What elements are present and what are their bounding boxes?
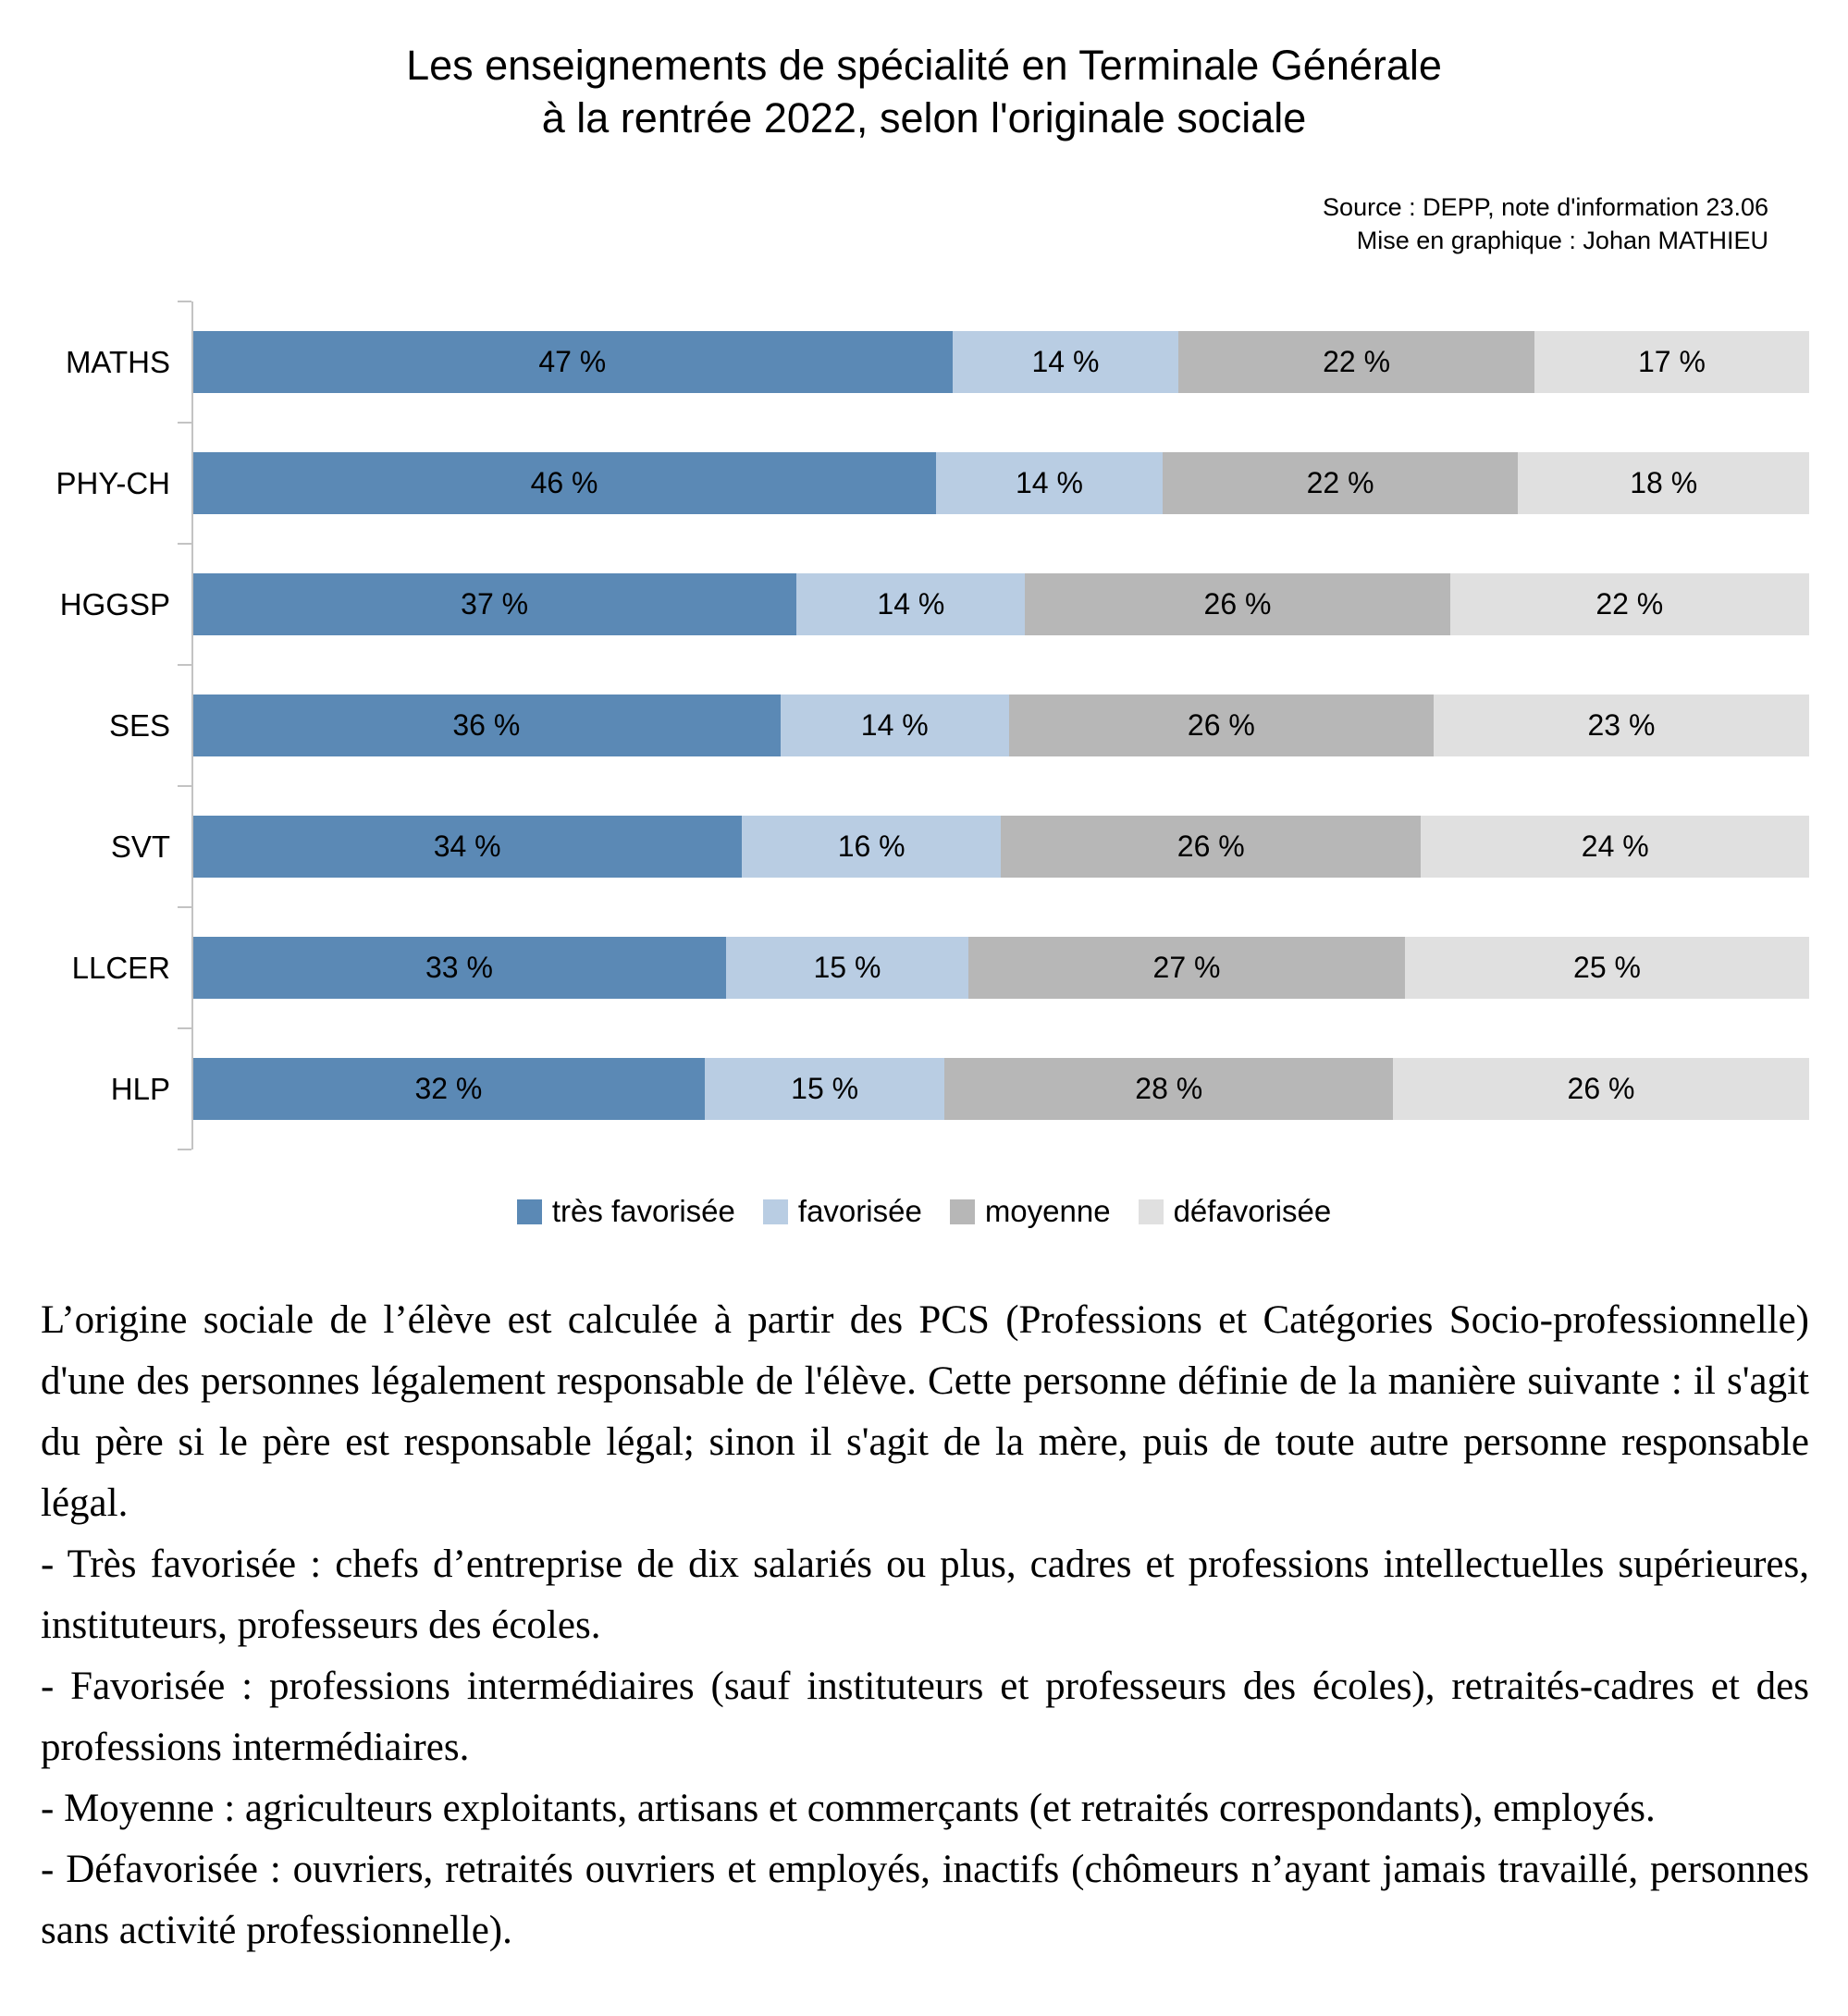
axis-tick [178,422,191,424]
bar-segment-defavorisee [1405,937,1809,999]
bar-segment-moyenne [1178,331,1534,393]
value-label: 16 % [837,830,906,863]
bar-segment-defavorisee [1421,816,1809,878]
axis-tick [178,785,191,787]
bar-row [0,786,1809,907]
bar-row [0,665,1809,786]
value-label: 17 % [1637,345,1706,378]
bar-segment-favorisee [936,452,1163,514]
category-label: HGGSP [59,586,170,621]
credit-line: Mise en graphique : Johan MATHIEU [1356,227,1768,254]
chart-legend [0,1194,1848,1229]
legend-swatch-icon [763,1199,788,1224]
stacked-bar [192,452,1809,514]
value-label: 22 % [1306,466,1374,499]
note-paragraph: - Très favorisée : chefs d’entreprise de dix salariés ou plus, cadres et professions intellectuelles supérieures, instituteurs, professeurs des écoles. [41,1543,1809,1647]
value-label: 14 % [1031,345,1100,378]
stacked-bar [192,695,1809,756]
bar-segment-moyenne [1163,452,1519,514]
value-label: 22 % [1595,587,1664,621]
value-label: 26 % [1177,830,1245,863]
axis-tick [178,1149,191,1150]
note-paragraph: - Défavorisée : ouvriers, retraités ouvriers et employés, inactifs (chômeurs n’ayant jamais travaillé, personnes sans activité professionnelle). [41,1848,1809,1952]
axis-tick [178,664,191,666]
category-label: PHY-CH [55,465,170,500]
bar-segment-favorisee [705,1058,945,1120]
value-label: 24 % [1581,830,1649,863]
axis-tick [178,1027,191,1029]
legend-item [1139,1194,1332,1229]
value-label: 32 % [414,1072,483,1105]
legend-label: défavorisée [1173,1194,1332,1228]
legend-label: très favorisée [551,1194,735,1228]
axis-tick [178,906,191,908]
stacked-bar [192,331,1809,393]
stacked-bar-chart [0,301,1848,1149]
stacked-bar [192,937,1809,999]
value-label: 14 % [860,708,929,742]
bar-segment-favorisee [953,331,1179,393]
value-label: 33 % [425,951,493,984]
bar-segment-tres-favorisee [192,816,742,878]
bar-segment-tres-favorisee [192,937,726,999]
bar-segment-defavorisee [1434,695,1809,756]
axis-tick [178,301,191,302]
value-label: 26 % [1567,1072,1635,1105]
bar-segment-favorisee [781,695,1009,756]
category-label: SES [108,707,170,743]
bar-segment-tres-favorisee [192,573,796,635]
chart-title-line1: Les enseignements de spécialité en Terminale Générale [406,42,1442,89]
legend-swatch-icon [950,1199,975,1224]
bar-segment-favorisee [796,573,1025,635]
value-label: 27 % [1152,951,1221,984]
bar-row [0,423,1809,544]
value-label: 37 % [461,587,529,621]
bar-segment-tres-favorisee [192,1058,705,1120]
value-label: 15 % [791,1072,859,1105]
source-line: Source : DEPP, note d'information 23.06 [1323,193,1768,221]
y-axis-line [191,301,193,1149]
category-label: HLP [110,1071,170,1106]
value-label: 22 % [1323,345,1391,378]
source-note [0,191,1848,257]
bar-segment-defavorisee [1450,573,1809,635]
legend-item [950,1194,1111,1229]
bar-segment-moyenne [1009,695,1434,756]
stacked-bar [192,573,1809,635]
bar-row [0,1028,1809,1149]
note-paragraph: - Moyenne : agriculteurs exploitants, artisans et commerçants (et retraités correspondants), employés. [41,1787,1656,1830]
note-paragraph: - Favorisée : professions intermédiaires (sauf instituteurs et professeurs des écoles), retraités-cadres et des professions intermédiaires. [41,1665,1809,1769]
bar-segment-tres-favorisee [192,695,781,756]
chart-title [0,0,1848,144]
bar-segment-defavorisee [1534,331,1809,393]
legend-label: moyenne [984,1194,1111,1228]
legend-label: favorisée [797,1194,922,1228]
bar-segment-tres-favorisee [192,452,936,514]
stacked-bar [192,816,1809,878]
bar-segment-moyenne [1025,573,1449,635]
value-label: 18 % [1630,466,1698,499]
value-label: 25 % [1573,951,1641,984]
legend-item [517,1194,735,1229]
category-label: LLCER [71,950,170,985]
bar-segment-moyenne [1001,816,1421,878]
bar-segment-favorisee [742,816,1001,878]
bar-row [0,907,1809,1028]
bar-segment-defavorisee [1518,452,1809,514]
value-label: 15 % [813,951,881,984]
axis-tick [178,543,191,545]
category-label: SVT [110,829,170,864]
value-label: 14 % [877,587,945,621]
category-label: MATHS [65,344,170,379]
value-label: 28 % [1135,1072,1203,1105]
legend-item [763,1194,922,1229]
bar-segment-tres-favorisee [192,331,953,393]
value-label: 23 % [1587,708,1656,742]
value-label: 26 % [1187,708,1255,742]
legend-swatch-icon [1139,1199,1164,1224]
bar-rows [0,301,1809,1149]
bar-row [0,544,1809,665]
bar-segment-moyenne [968,937,1405,999]
bar-segment-defavorisee [1393,1058,1809,1120]
value-label: 46 % [530,466,598,499]
value-label: 14 % [1015,466,1083,499]
value-label: 36 % [452,708,521,742]
value-label: 47 % [538,345,607,378]
stacked-bar [192,1058,1809,1120]
note-paragraph: L’origine sociale de l’élève est calculée à partir des PCS (Professions et Catégories Socio-professionnelle) d'une des personnes légalement responsable de l'élève. Cette personne définie de la manière suivante : il s'agit du père si le père est responsable légal; sinon il s'agit de la mère, puis de toute autre personne responsable légal. [41,1298,1809,1525]
bar-segment-moyenne [944,1058,1393,1120]
legend-swatch-icon [517,1199,542,1224]
bar-row [0,301,1809,423]
value-label: 34 % [433,830,501,863]
chart-title-line2: à la rentrée 2022, selon l'originale sociale [541,94,1307,141]
value-label: 26 % [1203,587,1272,621]
bar-segment-favorisee [726,937,968,999]
notes-block [41,1290,1809,1961]
